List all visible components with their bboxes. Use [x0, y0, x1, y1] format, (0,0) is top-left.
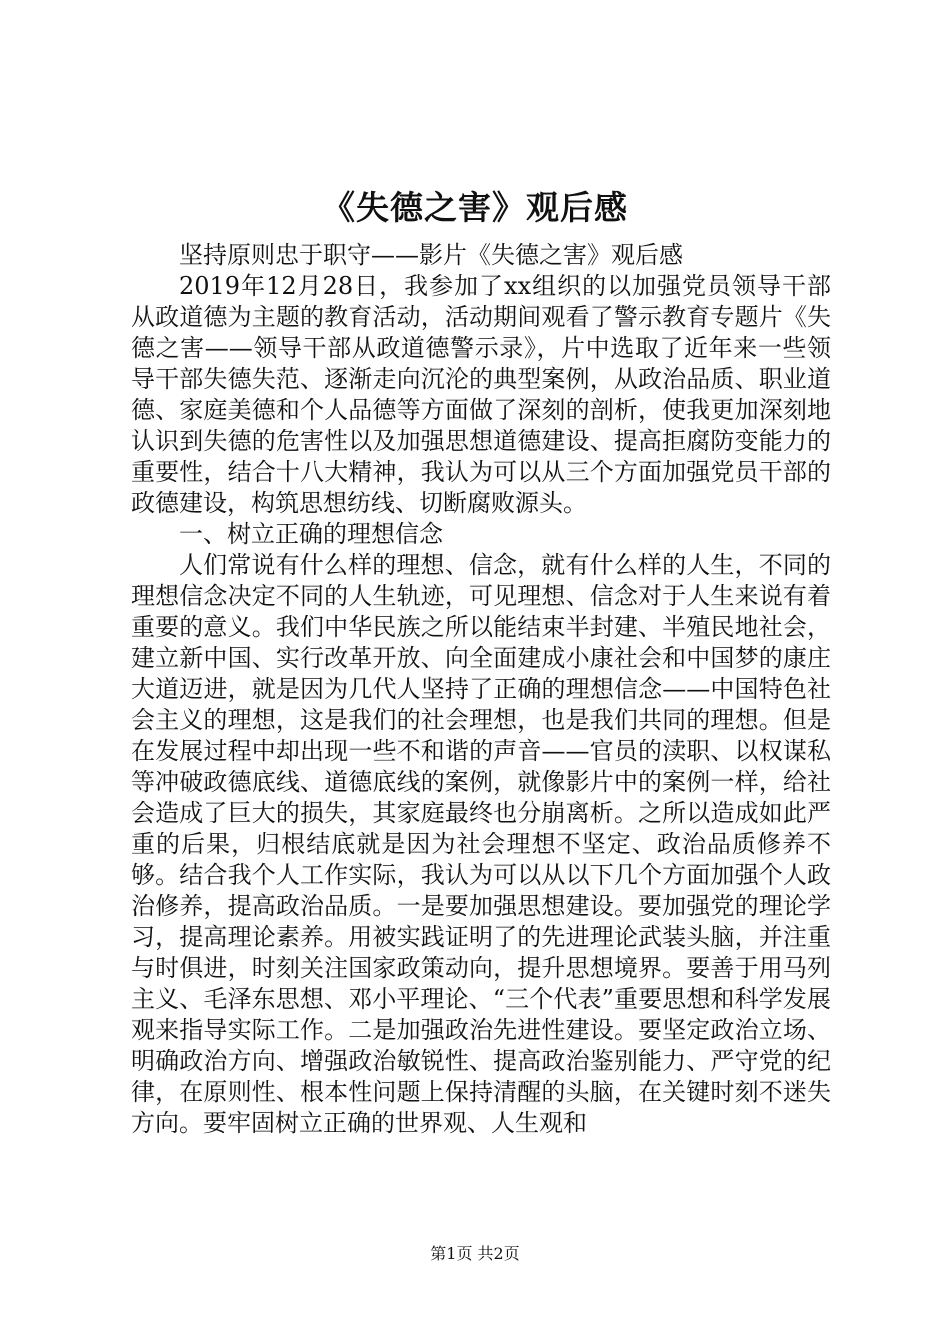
page-footer: 第1页 共2页 — [430, 1244, 520, 1263]
document-title: 《失德之害》观后感 — [322, 188, 628, 227]
intro-paragraph: 2019年12月28日，我参加了xx组织的以加强党员领导干部从政道德为主题的教育活动，活动期间观看了警示教育专题片《失德之害——领导干部从政道德警示录》，片中选取了近年来一些领导干部失德失范、逐渐走向沉沦的典型案例，从政治品质、职业道德、家庭美德和个人品德等方面做了深刻的剖析，使我更加深刻地认识到失德的危害性以及加强思想道德建设、提高拒腐防变能力的重要性，结合十八大精神，我认为可以从三个方面加强党员干部的政德建设，构筑思想纺线、切断腐败源头。 — [131, 272, 831, 517]
body-paragraph: 人们常说有什么样的理想、信念，就有什么样的人生，不同的理想信念决定不同的人生轨迹，可见理想、信念对于人生来说有着重要的意义。我们中华民族之所以能结束半封建、半殖民地社会，建立新中国、实行改革开放、向全面建成小康社会和中国梦的康庄大道迈进，就是因为几代人坚持了正确的理想信念——中国特色社会主义的理想，这是我们的社会理想，也是我们共同的理想。但是在发展过程中却出现一些不和谐的声音——官员的渎职、以权谋私等冲破政德底线、道德底线的案例，就像影片中的案例一样，给社会造成了巨大的损失，其家庭最终也分崩离析。之所以造成如此严重的后果，归根结底就是因为社会理想不坚定、政治品质修养不够。结合我个人工作实际，我认为可以从以下几个方面加强个人政治修养，提高政治品质。一是要加强思想建设。要加强党的理论学习，提高理论素养。用被实践证明了的先进理论武装头脑，并注重与时俱进，时刻关注国家政策动向，提升思想境界。要善于用马列主义、毛泽东思想、邓小平理论、“三个代表”重要思想和科学发展观来指导实际工作。二是加强政治先进性建设。要坚定政治立场、明确政治方向、增强政治敏锐性、提高政治鉴别能力、严守党的纪律，在原则性、根本性问题上保持清醒的头脑，在关键时刻不迷失方向。要牢固树立正确的世界观、人生观和 — [131, 551, 831, 1137]
document-body — [131, 240, 831, 1139]
subtitle-paragraph: 坚持原则忠于职守——影片《失德之害》观后感 — [179, 241, 683, 269]
section-heading: 一、树立正确的理想信念 — [179, 520, 443, 548]
